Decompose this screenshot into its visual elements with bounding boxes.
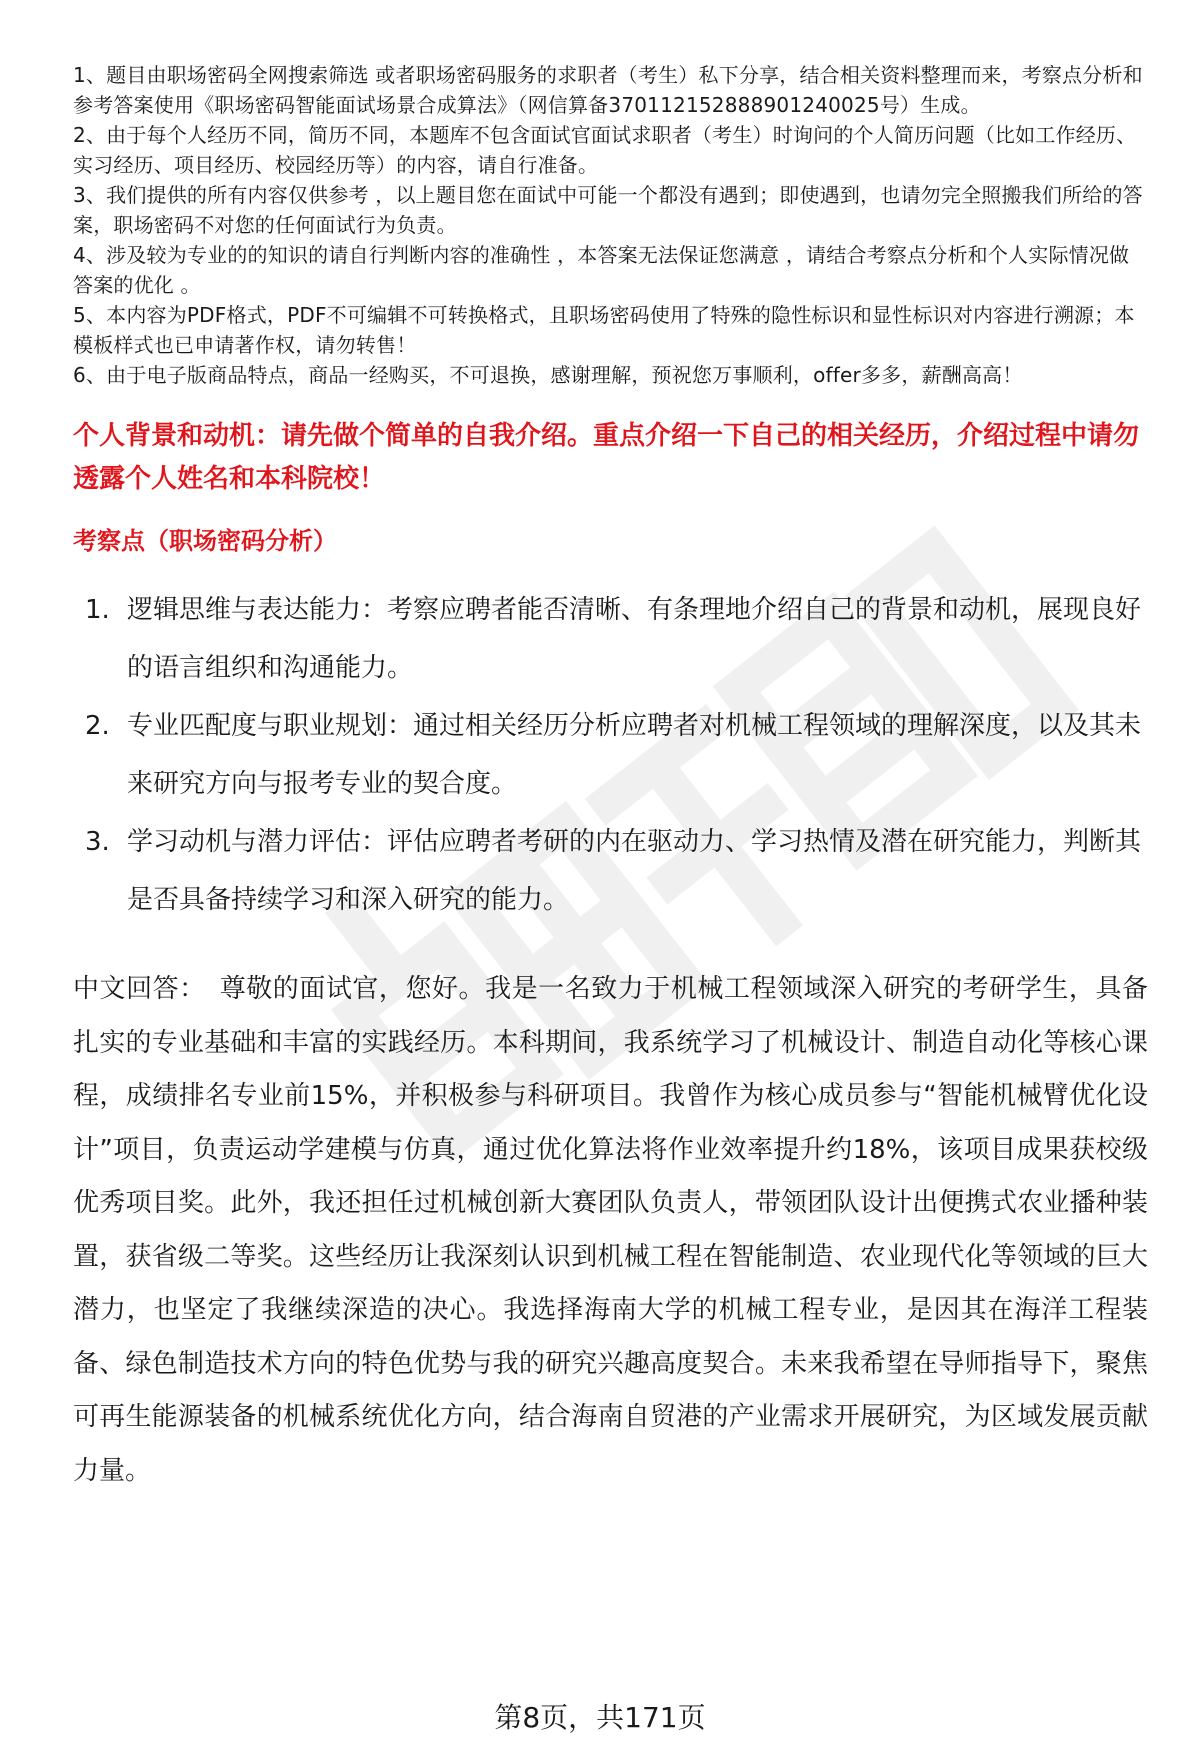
notice-item: 1、题目由职场密码全网搜索筛选 或者职场密码服务的求职者（考生）私下分享，结合相关资料整理而来，考察点分析和参考答案使用《职场密码智能面试场景合成算法》（网信算备370112152888901240025号）生成。: [73, 63, 1143, 117]
point-text: 学习动机与潜力评估：评估应聘者考研的内在驱动力、学习热情及潜在研究能力，判断其是否具备持续学习和深入研究的能力。: [127, 827, 1142, 915]
point-number: 3.: [85, 827, 110, 857]
notice-item: 5、本内容为PDF格式，PDF不可编辑不可转换格式，且职场密码使用了特殊的隐性标识和显性标识对内容进行溯源；本模板样式也已申请著作权，请勿转售！: [73, 303, 1135, 357]
page-number: 第8页，共171页: [494, 1701, 706, 1734]
notice-list: [73, 60, 1148, 390]
point-number: 1.: [85, 595, 110, 625]
analysis-point: [73, 813, 1148, 929]
document-page: [73, 60, 1148, 1498]
answer-text: 尊敬的面试官，您好。我是一名致力于机械工程领域深入研究的考研学生，具备扎实的专业基础和丰富的实践经历。本科期间，我系统学习了机械设计、制造自动化等核心课程，成绩排名专业前15%，并积极参与科研项目。我曾作为核心成员参与“智能机械臂优化设计”项目，负责运动学建模与仿真，通过优化算法将作业效率提升约18%，该项目成果获校级优秀项目奖。此外，我还担任过机械创新大赛团队负责人，带领团队设计出便携式农业播种装置，获省级二等奖。这些经历让我深刻认识到机械工程在智能制造、农业现代化等领域的巨大潜力，也坚定了我继续深造的决心。我选择海南大学的机械工程专业，是因其在海洋工程装备、绿色制造技术方向的特色优势与我的研究兴趣高度契合。未来我希望在导师指导下，聚焦可再生能源装备的机械系统优化方向，结合海南自贸港的产业需求开展研究，为区域发展贡献力量。: [73, 974, 1148, 1486]
answer-label: 中文回答：: [73, 974, 206, 1004]
analysis-point-list: [73, 581, 1148, 929]
point-text: 逻辑思维与表达能力：考察应聘者能否清晰、有条理地介绍自己的背景和动机，展现良好的语言组织和沟通能力。: [127, 595, 1142, 683]
notice-item: 2、由于每个人经历不同，简历不同，本题库不包含面试官面试求职者（考生）时询问的个人简历问题（比如工作经历、实习经历、项目经历、校园经历等）的内容，请自行准备。: [73, 123, 1137, 177]
point-number: 2.: [85, 711, 110, 741]
analysis-point: [73, 697, 1148, 813]
answer-paragraph: [73, 963, 1148, 1498]
point-text: 专业匹配度与职业规划：通过相关经历分析应聘者对机械工程领域的理解深度，以及其未来研究方向与报考专业的契合度。: [127, 711, 1142, 799]
analysis-point: [73, 581, 1148, 697]
notice-item: 6、由于电子版商品特点，商品一经购买，不可退换，感谢理解，预祝您万事顺利，offer多多，薪酬高高！: [73, 363, 1023, 387]
notice-item: 3、我们提供的所有内容仅供参考 ，以上题目您在面试中可能一个都没有遇到；即使遇到，也请勿完全照搬我们所给的答案，职场密码不对您的任何面试行为负责。: [73, 183, 1143, 237]
analysis-heading: 考察点（职场密码分析）: [73, 527, 337, 555]
interview-question: 个人背景和动机：请先做个简单的自我介绍。重点介绍一下自己的相关经历，介绍过程中请勿透露个人姓名和本科院校！: [73, 421, 1140, 494]
notice-item: 4、涉及较为专业的的知识的请自行判断内容的准确性 ，本答案无法保证您满意 ，请结合考察点分析和个人实际情况做答案的优化 。: [73, 243, 1130, 297]
